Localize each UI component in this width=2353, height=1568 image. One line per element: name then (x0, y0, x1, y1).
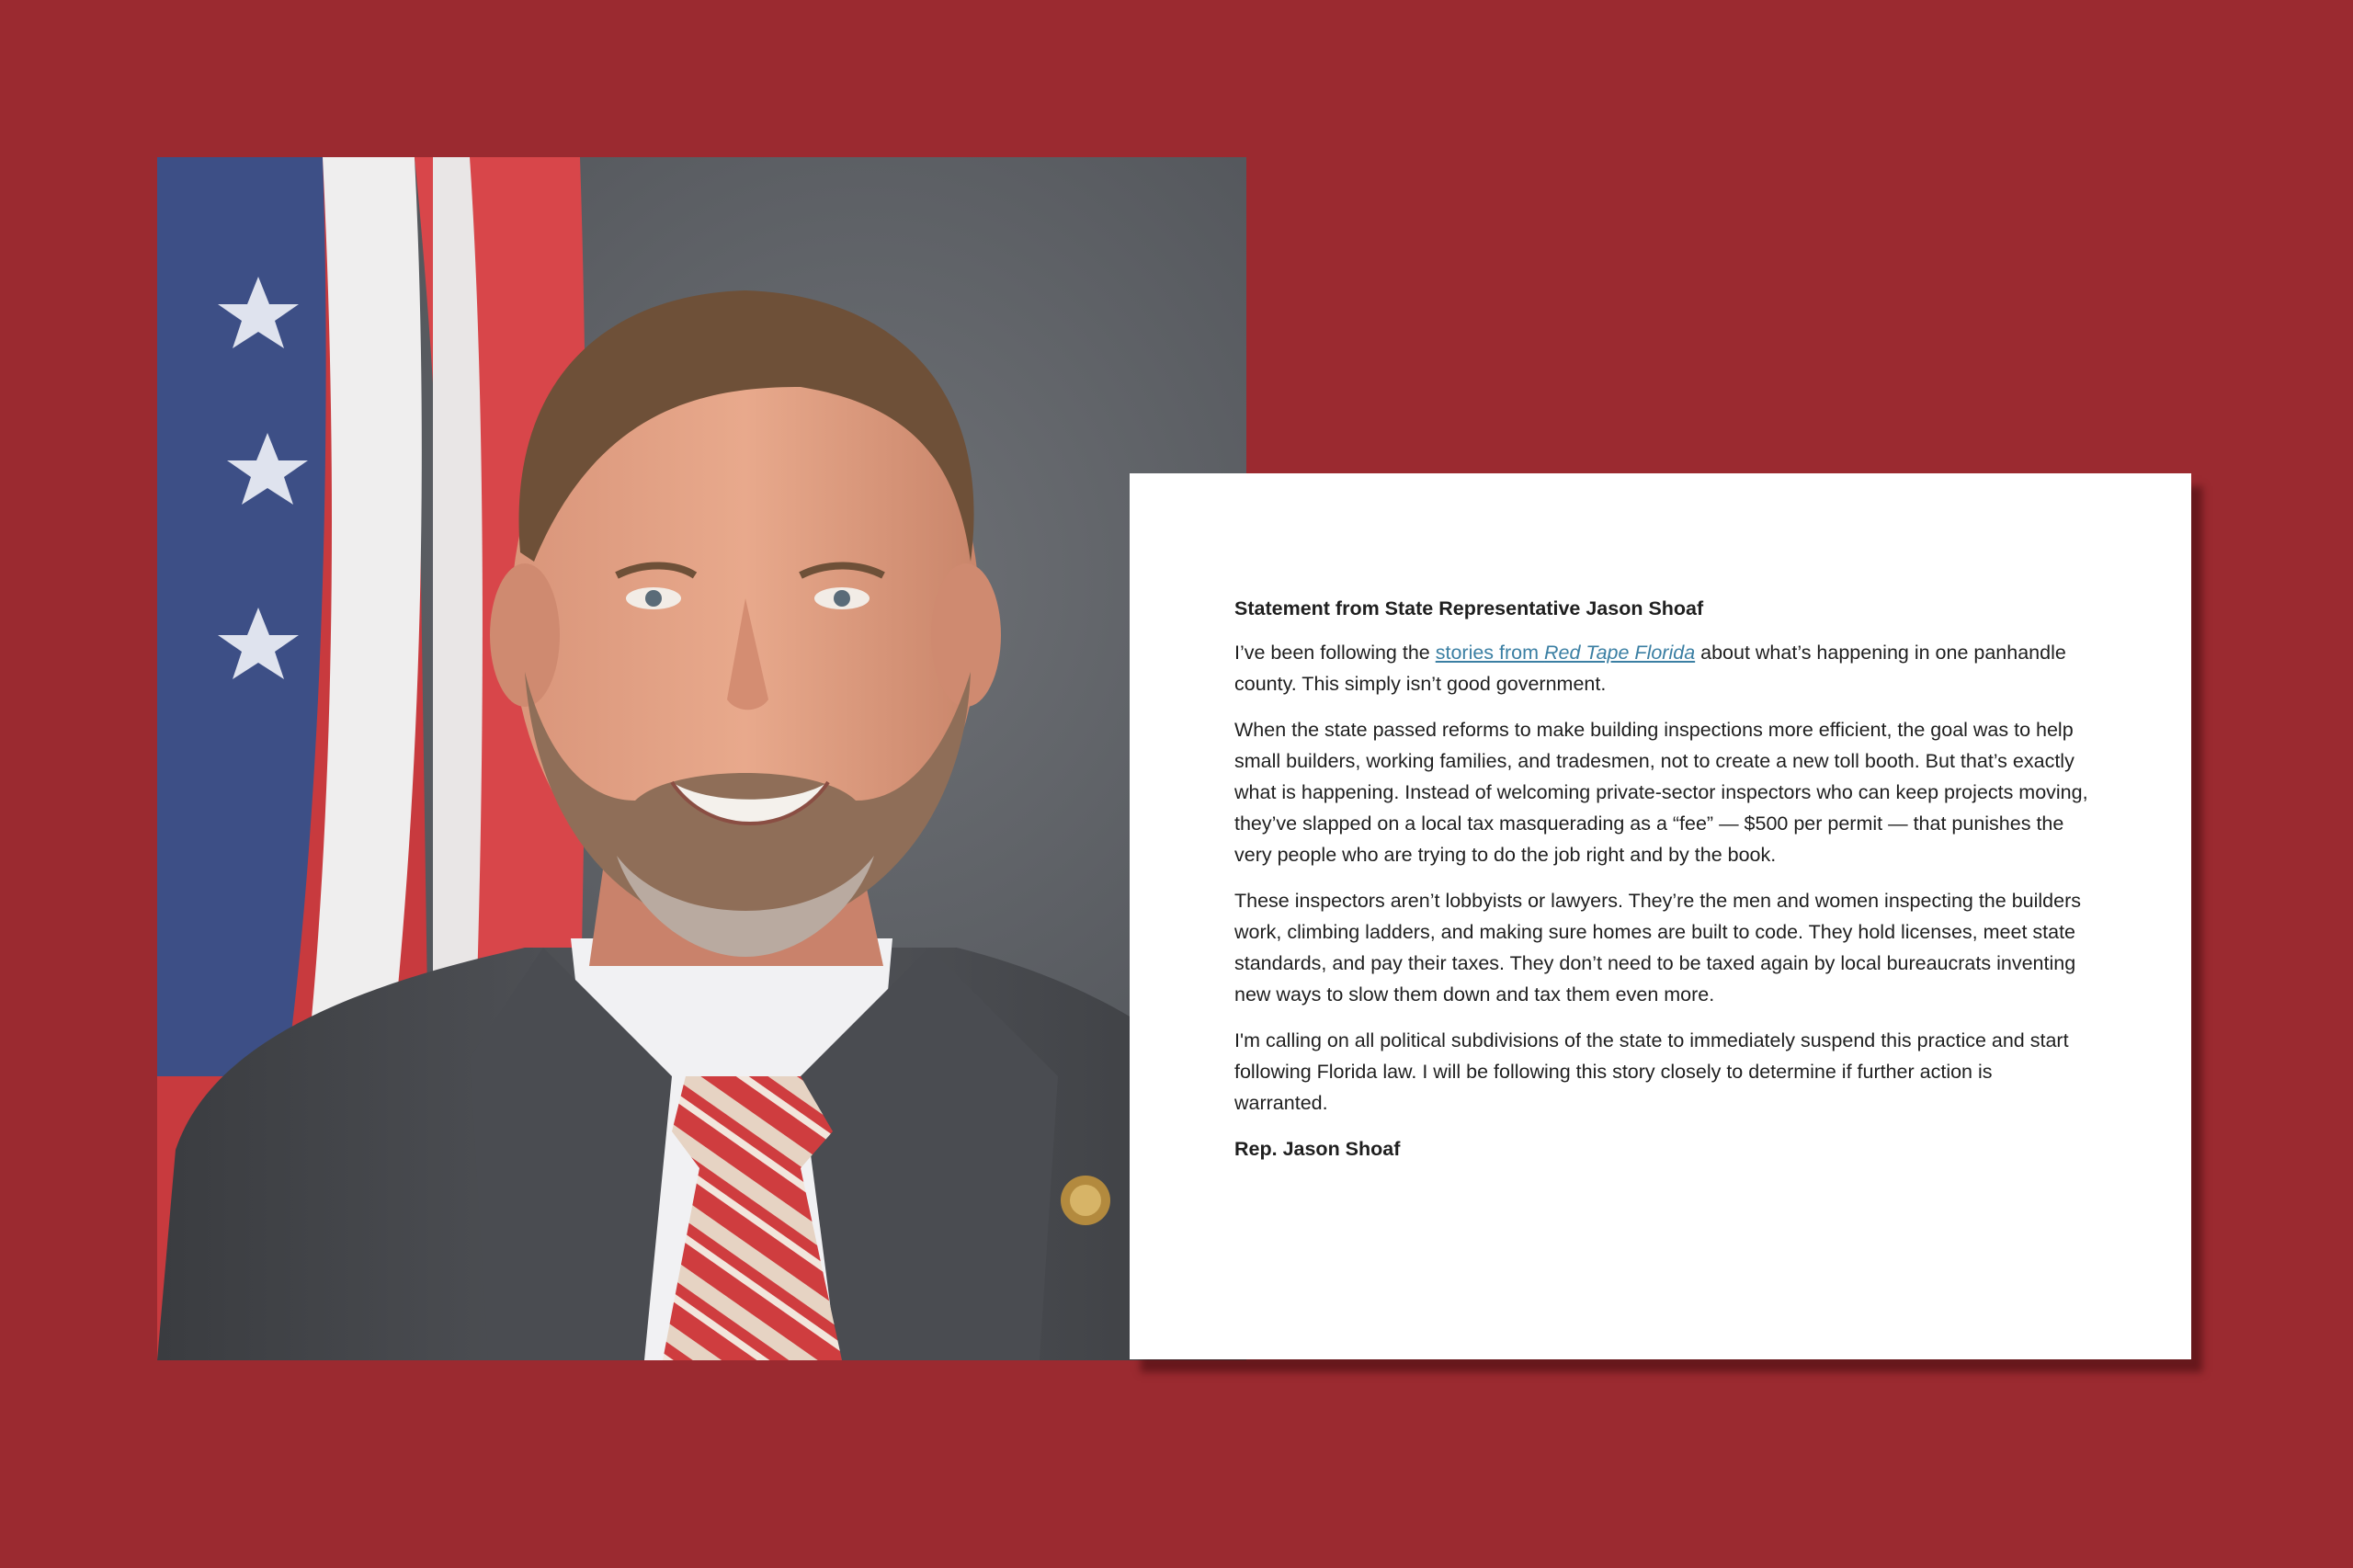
link-text: stories from (1435, 642, 1545, 664)
red-tape-florida-link[interactable] (1436, 642, 1695, 664)
paragraph-2: When the state passed reforms to make building inspections more efficient, the goal was to help small builders, working families, and tradesmen, not to create a new toll booth. But that’s exactly what is happening. Instead of welcoming private-sector inspectors who can keep projects moving, they’ve slapped on a local tax masquerading as a “fee” — $500 per permit — that punishes the very people who are trying to do the job right and by the book. (1234, 719, 2088, 866)
paragraph-3: These inspectors aren’t lobbyists or lawyers. They’re the men and women inspecting the builders work, climbing ladders, and making sure homes are built to code. They hold licenses, meet state standards, and pay their taxes. They don’t need to be taxed again by local bureaucrats inventing new ways to slow them down and tax them even more. (1234, 890, 2081, 1006)
paragraph-1 (1234, 637, 2090, 699)
signature: Rep. Jason Shoaf (1234, 1138, 1401, 1160)
statement-card (1130, 473, 2191, 1359)
link-italic-text: Red Tape Florida (1544, 642, 1696, 664)
portrait-illustration (157, 157, 1246, 1360)
portrait-photo (157, 157, 1246, 1360)
statement-title: Statement from State Representative Jason Shoaf (1234, 597, 1704, 619)
paragraph-1-after: about what’s happening in one panhandle county. This simply isn’t good government. (1234, 642, 2066, 695)
paragraph-1-before: I’ve been following the (1234, 642, 1436, 664)
paragraph-4: I'm calling on all political subdivisions of the state to immediately suspend this practice and start following Florida law. I will be following this story closely to determine if further action is warranted. (1234, 1029, 2069, 1114)
